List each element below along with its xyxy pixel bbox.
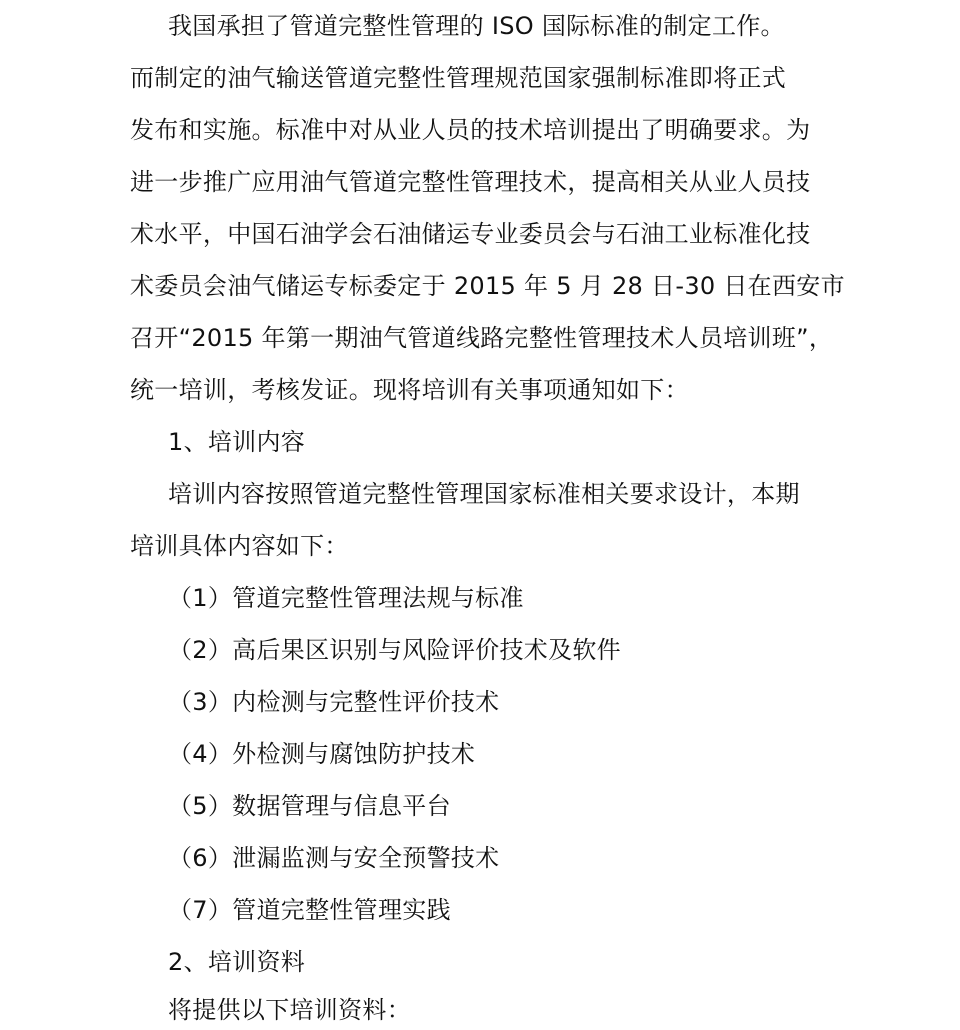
paragraph-line: 发布和实施。标准中对从业人员的技术培训提出了明确要求。为 <box>130 116 811 144</box>
paragraph-line: 统一培训，考核发证。现将培训有关事项通知如下： <box>130 376 689 404</box>
paragraph-line: 召开“2015 年第一期油气管道线路完整性管理技术人员培训班”， <box>130 324 834 352</box>
list-item: （1）管道完整性管理法规与标准 <box>168 584 524 612</box>
paragraph-line: 而制定的油气输送管道完整性管理规范国家强制标准即将正式 <box>130 64 787 92</box>
list-item: （6）泄漏监测与安全预警技术 <box>168 844 500 872</box>
list-item: （4）外检测与腐蚀防护技术 <box>168 740 476 768</box>
list-item: （3）内检测与完整性评价技术 <box>168 688 500 716</box>
paragraph-line: 术水平，中国石油学会石油储运专业委员会与石油工业标准化技 <box>130 220 811 248</box>
list-item: （2）高后果区识别与风险评价技术及软件 <box>168 636 621 664</box>
list-item: （5）数据管理与信息平台 <box>168 792 451 820</box>
paragraph-line: 进一步推广应用油气管道完整性管理技术，提高相关从业人员技 <box>130 168 811 196</box>
paragraph-line: 培训内容按照管道完整性管理国家标准相关要求设计，本期 <box>168 480 800 508</box>
paragraph-line: 我国承担了管道完整性管理的 ISO 国际标准的制定工作。 <box>168 12 785 40</box>
paragraph-line: 将提供以下培训资料： <box>168 996 411 1024</box>
paragraph-line: 培训具体内容如下： <box>130 532 349 560</box>
list-item: （7）管道完整性管理实践 <box>168 896 451 924</box>
section-heading-training-content: 1、培训内容 <box>168 428 306 456</box>
section-heading-training-materials: 2、培训资料 <box>168 948 306 976</box>
paragraph-line: 术委员会油气储运专标委定于 2015 年 5 月 28 日-30 日在西安市 <box>130 272 845 300</box>
